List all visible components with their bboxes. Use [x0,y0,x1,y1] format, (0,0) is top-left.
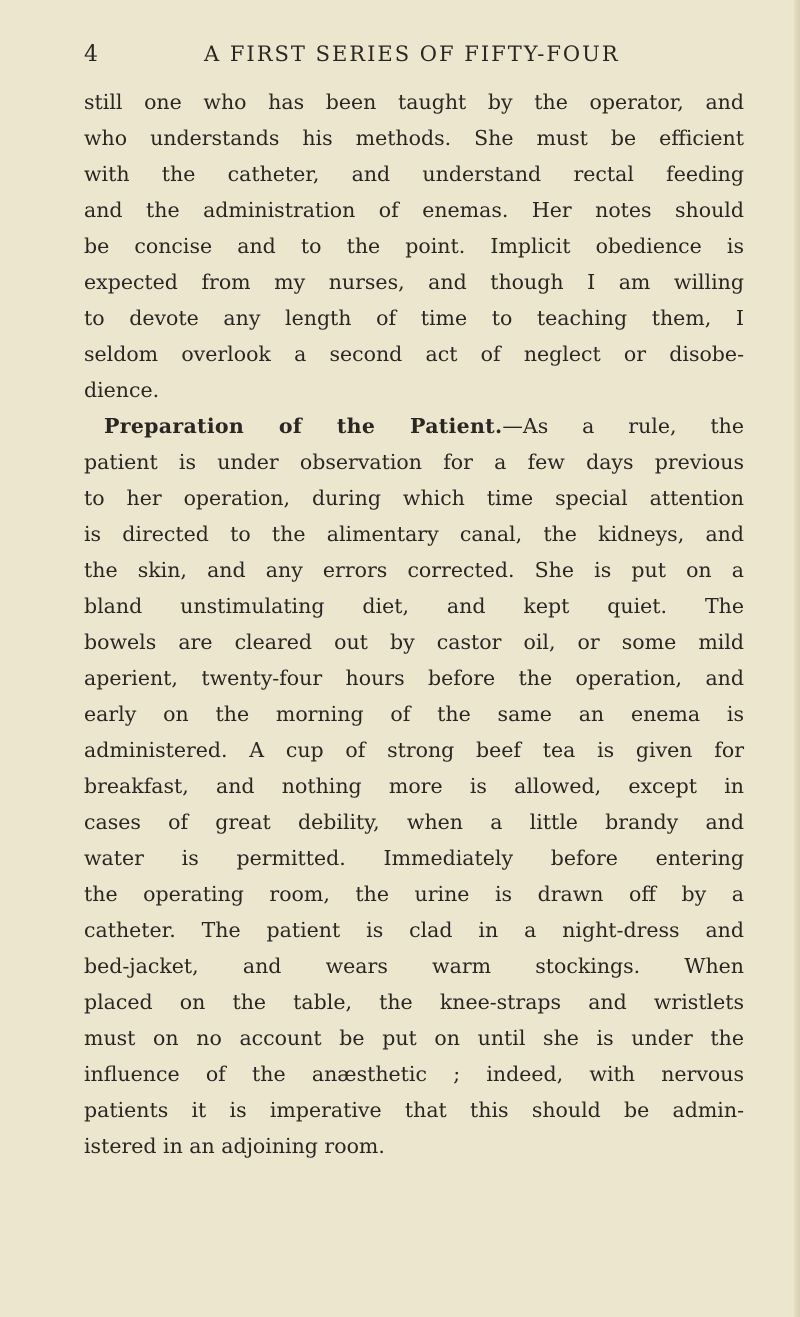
text-line: patients it is imperative that this should be admin- [84,1098,744,1122]
text-line: dience. [84,378,160,402]
text-line: early on the morning of the same an enema is [84,702,744,726]
text-line: istered in an adjoining room. [84,1134,385,1158]
text-line: who understands his methods. She must be efficient [84,126,744,150]
text-line: still one who has been taught by the operator, and [84,90,744,114]
body-text [84,84,744,1164]
text-line: the operating room, the urine is drawn off by a [84,882,744,906]
text-line: cases of great debility, when a little brandy and [84,810,744,834]
text-line: with the catheter, and understand rectal feeding [84,162,744,186]
text-line: to devote any length of time to teaching them, I [84,306,744,330]
section-line [84,408,744,444]
text-line: is directed to the alimentary canal, the kidneys, and [84,522,744,546]
text-line: administered. A cup of strong beef tea is given for [84,738,744,762]
page-number: 4 [84,42,98,67]
text-line: expected from my nurses, and though I am willing [84,270,744,294]
text-line: bland unstimulating diet, and kept quiet. The [84,594,744,618]
running-head [84,42,724,78]
running-title: A FIRST SERIES OF FIFTY-FOUR [204,42,620,66]
section-heading: Preparation of the Patient. [104,414,503,438]
text-line: be concise and to the point. Implicit obedience is [84,234,744,258]
text-line: patient is under observation for a few days previous [84,450,744,474]
text-line: bowels are cleared out by castor oil, or some mild [84,630,744,654]
page-edge [794,0,800,1317]
text-line: influence of the anæsthetic ; indeed, with nervous [84,1062,744,1086]
text-line: must on no account be put on until she is under the [84,1026,744,1050]
section-line-rest: —As a rule, the [502,414,744,438]
text-line: and the administration of enemas. Her notes should [84,198,744,222]
text-line: catheter. The patient is clad in a night-dress and [84,918,744,942]
text-line: water is permitted. Immediately before entering [84,846,744,870]
text-line: aperient, twenty-four hours before the operation, and [84,666,744,690]
text-line: breakfast, and nothing more is allowed, except in [84,774,744,798]
text-line: bed-jacket, and wears warm stockings. When [84,954,744,978]
text-line: seldom overlook a second act of neglect or disobe- [84,342,744,366]
text-line: the skin, and any errors corrected. She is put on a [84,558,744,582]
text-line: placed on the table, the knee-straps and wristlets [84,990,744,1014]
text-line: to her operation, during which time special attention [84,486,744,510]
